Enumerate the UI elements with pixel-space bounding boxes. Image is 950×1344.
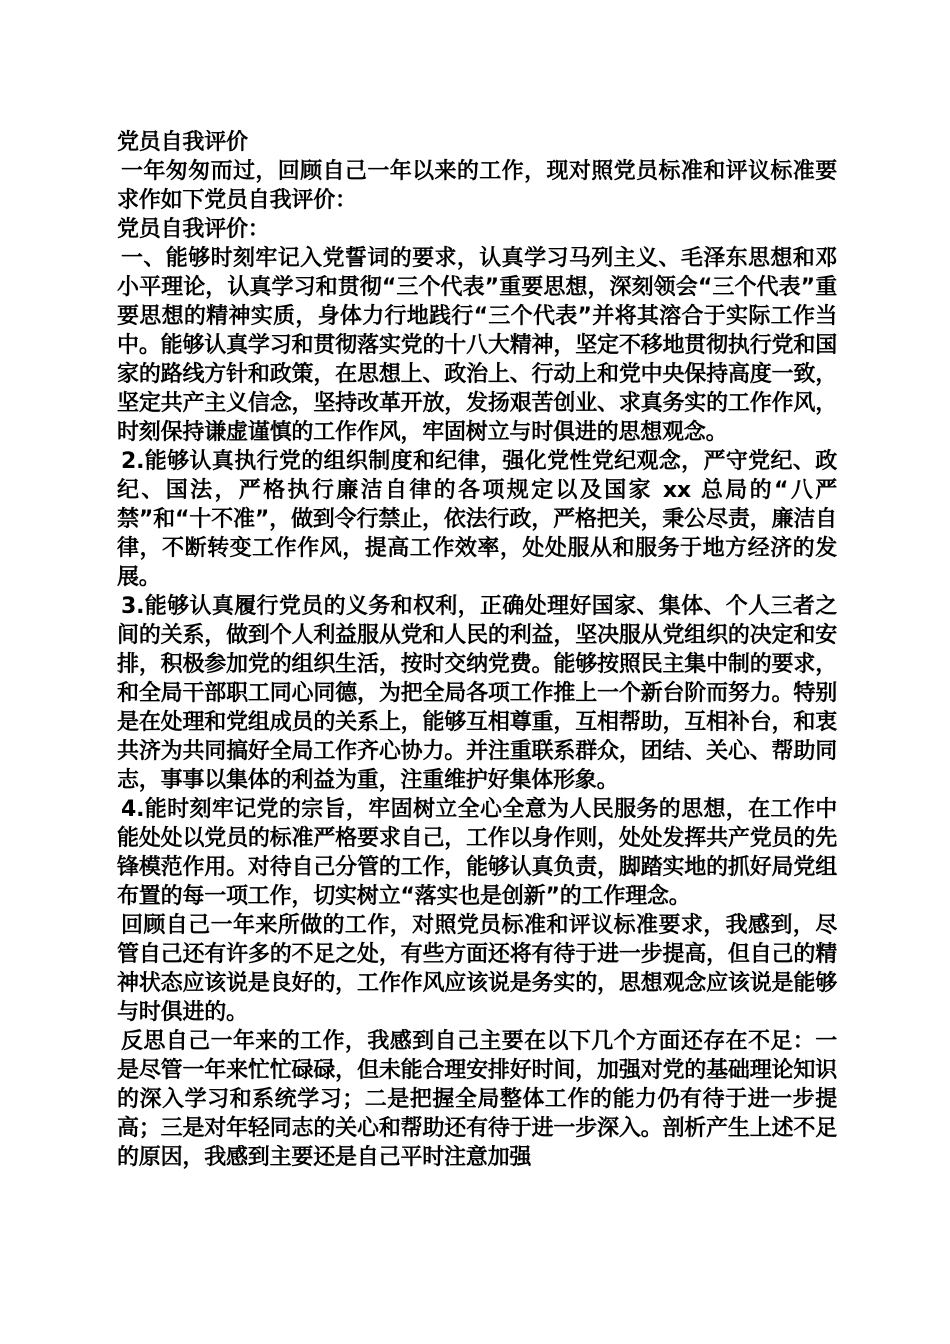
paragraph-4: 4.能时刻牢记党的宗旨，牢固树立全心全意为人民服务的思想，在工作中能处处以党员的标准严格要求自己，工作以身作则，处处发挥共产党员的先锋模范作用。对待自己分管的工作，能够认真负责，脚踏实地的抓好局党组布置的每一项工作，切实树立“落实也是创新”的工作理念。 (117, 797, 837, 909)
paragraph-reflection: 反思自己一年来的工作，我感到自己主要在以下几个方面还存在不足：一是尽管一年来忙忙碌碌，但未能合理安排好时间，加强对党的基础理论知识的深入学习和系统学习；二是把握全局整体工作的能力仍有待于进一步提高；三是对年轻同志的关心和帮助还有待于进一步深入。剖析产生上述不足的原因，我感到主要还是自己平时注意加强 (117, 1029, 837, 1170)
intro-paragraph: 一年匆匆而过，回顾自己一年以来的工作，现对照党员标准和评议标准要求作如下党员自我评价： (117, 159, 837, 213)
section-heading: 党员自我评价： (117, 217, 270, 242)
paragraph-2: 2.能够认真执行党的组织制度和纪律，强化党性党纪观念，严守党纪、政纪、国法，严格执行廉洁自律的各项规定以及国家 xx 总局的“八严禁”和“十不准”，做到令行禁止，依法行政，严格把关，秉公尽责，廉洁自律，不断转变工作作风，提高工作效率，处处服从和服务于地方经济的发展。 (117, 449, 837, 590)
paragraph-review: 回顾自己一年来所做的工作，对照党员标准和评议标准要求，我感到，尽管自己还有许多的不足之处，有些方面还将有待于进一步提高，但自己的精神状态应该说是良好的，工作作风应该说是务实的，思想观念应该说是能够与时俱进的。 (117, 913, 837, 1025)
document-page (117, 128, 837, 1172)
paragraph-1: 一、能够时刻牢记入党誓词的要求，认真学习马列主义、毛泽东思想和邓小平理论，认真学习和贯彻“三个代表”重要思想，深刻领会“三个代表”重要思想的精神实质，身体力行地践行“三个代表”并将其溶合于实际工作当中。能够认真学习和贯彻落实党的十八大精神，坚定不移地贯彻执行党和国家的路线方针和政策，在思想上、政治上、行动上和党中央保持高度一致，坚定共产主义信念，坚持改革开放，发扬艰苦创业、求真务实的工作作风，时刻保持谦虚谨慎的工作作风，牢固树立与时俱进的思想观念。 (117, 246, 837, 445)
paragraph-3: 3.能够认真履行党员的义务和权利，正确处理好国家、集体、个人三者之间的关系，做到个人利益服从党和人民的利益，坚决服从党组织的决定和安排，积极参加党的组织生活，按时交纳党费。能够按照民主集中制的要求，和全局干部职工同心同德，为把全局各项工作推上一个新台阶而努力。特别是在处理和党组成员的关系上，能够互相尊重，互相帮助，互相补台，和衷共济为共同搞好全局工作齐心协力。并注重联系群众，团结、关心、帮助同志，事事以集体的利益为重，注重维护好集体形象。 (117, 594, 837, 793)
document-title: 党员自我评价 (117, 130, 248, 155)
